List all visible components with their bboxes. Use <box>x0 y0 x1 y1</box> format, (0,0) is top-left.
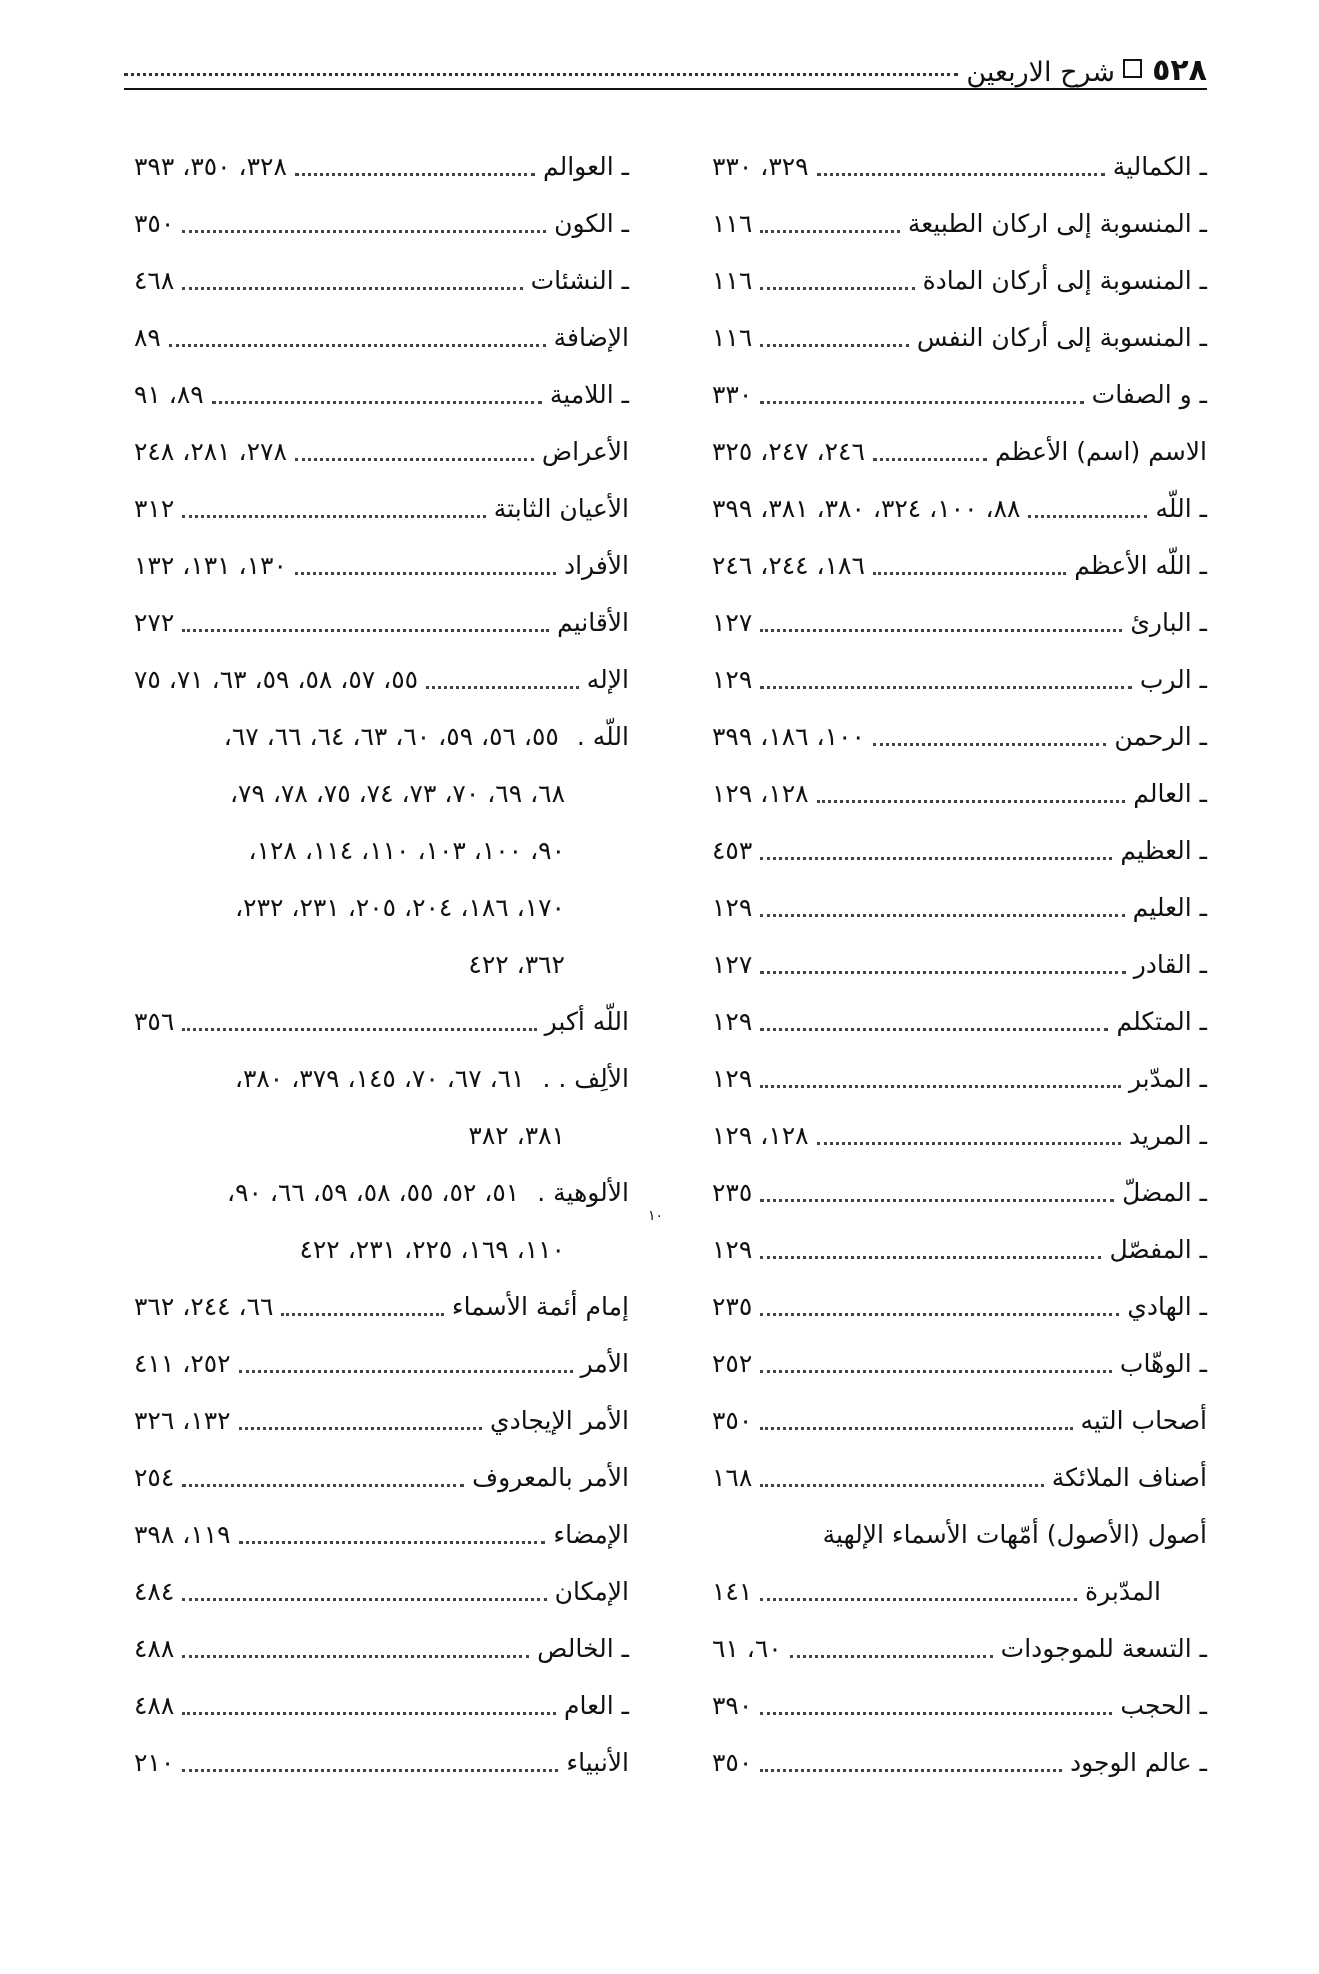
index-page-refs: ٦٨، ٦٩، ٧٠، ٧٣، ٧٤، ٧٥، ٧٨، ٧٩، <box>229 779 565 808</box>
index-term: الألوهية . <box>537 1178 629 1207</box>
page-number: ٥٢٨ <box>1152 53 1207 88</box>
index-term: الإمكان <box>554 1577 629 1606</box>
index-term: ـ المريد <box>1128 1121 1207 1150</box>
index-entry <box>712 1734 1207 1791</box>
index-page-refs: ١٢٨، ١٢٩ <box>712 1121 809 1150</box>
index-page-refs: ٢٥٤ <box>134 1463 175 1492</box>
index-entry <box>712 993 1207 1050</box>
index-entry <box>134 1278 629 1335</box>
index-entry <box>134 309 629 366</box>
index-entry <box>134 537 629 594</box>
index-entry <box>134 651 629 708</box>
dot-leader <box>760 857 1112 860</box>
dot-leader <box>182 230 546 233</box>
index-page-refs: ٣١٢ <box>134 494 175 523</box>
index-page-refs: ١٢٨، ١٢٩ <box>712 779 809 808</box>
index-entry <box>134 480 629 537</box>
index-page-refs: ١٣٢، ٣٢٦ <box>134 1406 231 1435</box>
dot-leader <box>817 1142 1121 1145</box>
index-entry <box>712 480 1207 537</box>
index-entry <box>712 1107 1207 1164</box>
index-page-refs: ٢١٠ <box>134 1748 175 1777</box>
index-entry <box>712 651 1207 708</box>
index-entry <box>712 1449 1207 1506</box>
index-page-refs: ٤٨٤ <box>134 1577 175 1606</box>
index-term: الأعراض <box>541 437 629 466</box>
index-term: الأقانيم <box>557 608 629 637</box>
index-page-refs: ١٢٩ <box>712 665 753 694</box>
running-header <box>124 36 1207 88</box>
index-page-refs: ٥١، ٥٢، ٥٥، ٥٨، ٥٩، ٦٦، ٩٠، <box>227 1178 520 1207</box>
index-term: ـ المضلّ <box>1122 1178 1207 1207</box>
index-page-refs: ٥٥، ٥٦، ٥٩، ٦٠، ٦٣، ٦٤، ٦٦، ٦٧، <box>223 722 559 751</box>
dot-leader <box>760 971 1125 974</box>
index-term: الأفراد <box>563 551 629 580</box>
index-term: ـ التسعة للموجودات <box>1000 1634 1207 1663</box>
index-page-refs: ٨٩ <box>134 323 161 352</box>
index-term: أصحاب التيه <box>1080 1406 1207 1435</box>
index-entry <box>712 1164 1207 1221</box>
dot-leader <box>212 401 542 404</box>
index-page-refs: ٣٢٨، ٣٥٠، ٣٩٣ <box>134 152 287 181</box>
index-term: اللّه أكبر <box>544 1007 629 1036</box>
index-term: الأمر <box>580 1349 629 1378</box>
index-term: الأمر بالمعروف <box>472 1463 629 1492</box>
index-entry <box>134 1392 629 1449</box>
index-term: ـ و الصفات <box>1091 380 1207 409</box>
index-entry <box>134 195 629 252</box>
index-term: أصول (الأصول) أمّهات الأسماء الإلهية <box>822 1520 1207 1549</box>
index-term: ـ الرب <box>1139 665 1207 694</box>
index-term: ـ المنسوبة إلى أركان النفس <box>916 323 1207 352</box>
index-entry <box>134 1506 629 1563</box>
index-entry <box>134 765 629 822</box>
index-page-refs: ٦٠، ٦١ <box>712 1634 782 1663</box>
index-page-refs: ١١٩، ٣٩٨ <box>134 1520 231 1549</box>
index-entry <box>712 1278 1207 1335</box>
index-entry <box>134 936 629 993</box>
index-page-refs: ٥٥، ٥٧، ٥٨، ٥٩، ٦٣، ٧١، ٧٥ <box>134 665 419 694</box>
line-number-marker: ١٠ <box>648 1208 664 1224</box>
index-page-refs: ١١٦ <box>712 323 753 352</box>
index-term: الألِف . . <box>542 1064 629 1093</box>
dot-leader <box>182 515 485 518</box>
index-page-refs: ٣٥٦ <box>134 1007 175 1036</box>
index-term: ـ الخالص <box>537 1634 629 1663</box>
index-term: ـ النشئات <box>530 266 629 295</box>
index-entry <box>712 708 1207 765</box>
index-page-refs: ٢٧٢ <box>134 608 175 637</box>
index-term: ـ المدّبر <box>1128 1064 1207 1093</box>
index-term: ـ اللّه الأعظم <box>1074 551 1207 580</box>
dot-leader <box>760 1712 1112 1715</box>
index-entry <box>134 423 629 480</box>
index-entry <box>712 537 1207 594</box>
index-page-refs: ١٢٧ <box>712 950 753 979</box>
index-term: ـ اللامية <box>549 380 629 409</box>
index-term: ـ المنسوبة إلى اركان الطبيعة <box>907 209 1207 238</box>
index-entry <box>712 879 1207 936</box>
index-term: ـ اللّه <box>1155 494 1207 523</box>
index-entry <box>712 1563 1207 1620</box>
index-entry <box>134 1563 629 1620</box>
index-page-refs: ٢٥٢، ٤١١ <box>134 1349 231 1378</box>
index-entry <box>134 993 629 1050</box>
index-page-refs: ٩٠، ١٠٠، ١٠٣، ١١٠، ١١٤، ١٢٨، <box>248 836 565 865</box>
dot-leader <box>760 230 900 233</box>
index-entry <box>712 1677 1207 1734</box>
index-term: ـ العالم <box>1133 779 1207 808</box>
index-entry <box>712 1335 1207 1392</box>
index-entry <box>712 1050 1207 1107</box>
index-entry <box>134 1050 629 1107</box>
dot-leader <box>817 173 1105 176</box>
index-page-refs: ١١٦ <box>712 209 753 238</box>
index-page-refs: ٢٥٢ <box>712 1349 753 1378</box>
header-dot-leader <box>124 73 958 76</box>
index-page-refs: ١٢٩ <box>712 1007 753 1036</box>
index-page-refs: ١٢٩ <box>712 1235 753 1264</box>
index-page-refs: ١٢٧ <box>712 608 753 637</box>
dot-leader <box>182 1028 536 1031</box>
index-entry <box>712 1506 1207 1563</box>
dot-leader <box>182 1655 529 1658</box>
dot-leader <box>281 1313 443 1316</box>
dot-leader <box>426 686 579 689</box>
index-entry <box>134 822 629 879</box>
dot-leader <box>760 914 1124 917</box>
index-page-refs: ٣٩٠ <box>712 1691 753 1720</box>
dot-leader <box>239 1370 573 1373</box>
index-page-refs: ٣٥٠ <box>134 209 175 238</box>
index-column-left <box>134 138 629 1791</box>
index-term: ـ الكون <box>554 209 629 238</box>
dot-leader <box>182 629 549 632</box>
index-term: الإضافة <box>553 323 629 352</box>
index-entry <box>134 1677 629 1734</box>
dot-leader <box>760 344 909 347</box>
index-entry <box>134 594 629 651</box>
index-page-refs: ٣٦٢، ٤٢٢ <box>468 950 565 979</box>
index-term: ـ المنسوبة إلى أركان المادة <box>922 266 1207 295</box>
index-term: ـ القادر <box>1133 950 1207 979</box>
index-term: ـ المتكلم <box>1116 1007 1207 1036</box>
index-entry <box>134 1221 629 1278</box>
header-rule <box>124 88 1207 90</box>
index-column-right <box>712 138 1207 1791</box>
index-entry <box>712 309 1207 366</box>
index-page-refs: ٨٨، ١٠٠، ٣٢٤، ٣٨٠، ٣٨١، ٣٩٩ <box>712 494 1021 523</box>
index-entry <box>134 708 629 765</box>
dot-leader <box>182 1484 464 1487</box>
index-page-refs: ١٢٩ <box>712 893 753 922</box>
index-page-refs: ٢٣٥ <box>712 1178 753 1207</box>
index-entry <box>134 138 629 195</box>
index-page-refs: ٣٢٩، ٣٣٠ <box>712 152 809 181</box>
index-page-refs: ١٦٨ <box>712 1463 753 1492</box>
index-entry <box>134 1335 629 1392</box>
index-entry <box>712 1392 1207 1449</box>
index-term: ـ البارئ <box>1130 608 1207 637</box>
dot-leader <box>182 287 522 290</box>
index-entry <box>712 423 1207 480</box>
dot-leader <box>760 629 1122 632</box>
index-entry <box>712 195 1207 252</box>
index-page-refs: ١١٦ <box>712 266 753 295</box>
index-page-refs: ١٢٩ <box>712 1064 753 1093</box>
index-entry <box>134 1734 629 1791</box>
dot-leader <box>182 1598 546 1601</box>
index-entry <box>712 1620 1207 1677</box>
dot-leader <box>760 1313 1119 1316</box>
dot-leader <box>790 1655 993 1658</box>
dot-leader <box>873 743 1107 746</box>
index-page-refs: ١٧٠، ١٨٦، ٢٠٤، ٢٠٥، ٢٣١، ٢٣٢، <box>235 893 565 922</box>
index-entry <box>134 252 629 309</box>
book-title: شرح الاربعين <box>966 57 1116 88</box>
index-term: ـ الوهّاب <box>1119 1349 1207 1378</box>
header-square-icon <box>1123 59 1142 78</box>
index-term: ـ الكمالية <box>1112 152 1207 181</box>
index-page-refs: ٤٨٨ <box>134 1691 175 1720</box>
index-term: الأعيان الثابتة <box>493 494 629 523</box>
index-page-refs: ٦٦، ٢٤٤، ٣٦٢ <box>134 1292 274 1321</box>
index-term: الاسم (اسم) الأعظم <box>995 437 1207 466</box>
dot-leader <box>760 401 1083 404</box>
dot-leader <box>760 1484 1043 1487</box>
dot-leader <box>873 572 1066 575</box>
index-entry <box>712 765 1207 822</box>
index-term: ـ العظيم <box>1120 836 1207 865</box>
index-page-refs: ٢٣٥ <box>712 1292 753 1321</box>
index-entry <box>134 366 629 423</box>
index-term: ـ الحجب <box>1120 1691 1207 1720</box>
index-term: ـ المفصّل <box>1109 1235 1207 1264</box>
dot-leader <box>760 1085 1121 1088</box>
dot-leader <box>295 173 535 176</box>
index-term: المدّبرة <box>1085 1577 1161 1606</box>
index-entry <box>712 594 1207 651</box>
index-term: الأنبياء <box>566 1748 629 1777</box>
index-term: الأمر الإيجادي <box>490 1406 629 1435</box>
index-page-refs: ٢٤٦، ٢٤٧، ٣٢٥ <box>712 437 865 466</box>
index-page-refs: ٤٥٣ <box>712 836 753 865</box>
dot-leader <box>182 1712 556 1715</box>
index-page-refs: ٣٣٠ <box>712 380 753 409</box>
dot-leader <box>760 287 914 290</box>
index-term: ـ العليم <box>1132 893 1207 922</box>
dot-leader <box>760 1598 1077 1601</box>
index-entry <box>712 138 1207 195</box>
dot-leader <box>760 1427 1072 1430</box>
index-page-refs: ٨٩، ٩١ <box>134 380 204 409</box>
index-entry <box>712 822 1207 879</box>
index-page-refs: ٢٧٨، ٢٨١، ٢٤٨ <box>134 437 287 466</box>
dot-leader <box>873 458 987 461</box>
dot-leader <box>760 1199 1114 1202</box>
index-entry <box>712 252 1207 309</box>
index-entry <box>712 936 1207 993</box>
index-entry <box>134 1164 629 1221</box>
index-term: ـ العام <box>564 1691 629 1720</box>
index-page-refs: ١٣٠، ١٣١، ١٣٢ <box>134 551 287 580</box>
dot-leader <box>760 686 1132 689</box>
index-page-refs: ٦١، ٦٧، ٧٠، ١٤٥، ٣٧٩، ٣٨٠، <box>234 1064 525 1093</box>
index-entry <box>712 366 1207 423</box>
dot-leader <box>1028 515 1147 518</box>
dot-leader <box>239 1541 546 1544</box>
index-term: ـ الرحمن <box>1114 722 1207 751</box>
index-term: ـ العوالم <box>542 152 629 181</box>
dot-leader <box>760 1370 1112 1373</box>
dot-leader <box>182 1769 558 1772</box>
index-term: إمام أئمة الأسماء <box>451 1292 629 1321</box>
index-page-refs: ٣٨١، ٣٨٢ <box>468 1121 565 1150</box>
dot-leader <box>817 800 1126 803</box>
dot-leader <box>760 1256 1101 1259</box>
index-term: اللّه . <box>576 722 629 751</box>
index-page-refs: ١١٠، ١٦٩، ٢٢٥، ٢٣١، ٤٢٢ <box>299 1235 565 1264</box>
index-entry <box>712 1221 1207 1278</box>
dot-leader <box>760 1028 1108 1031</box>
dot-leader <box>239 1427 482 1430</box>
dot-leader <box>295 572 556 575</box>
dot-leader <box>295 458 534 461</box>
index-term: أصناف الملائكة <box>1051 1463 1207 1492</box>
index-page-refs: ١٠٠، ١٨٦، ٣٩٩ <box>712 722 865 751</box>
index-term: الإمضاء <box>553 1520 629 1549</box>
index-entry <box>134 1620 629 1677</box>
index-page-refs: ٤٨٨ <box>134 1634 175 1663</box>
index-term: الإله <box>586 665 629 694</box>
index-page-refs: ٤٦٨ <box>134 266 175 295</box>
index-entry <box>134 1449 629 1506</box>
index-page-refs: ١٨٦، ٢٤٤، ٢٤٦ <box>712 551 865 580</box>
dot-leader <box>760 1769 1062 1772</box>
index-term: ـ الهادي <box>1127 1292 1207 1321</box>
index-page-refs: ٣٥٠ <box>712 1406 753 1435</box>
index-page-refs: ١٤١ <box>712 1577 753 1606</box>
index-term: ـ عالم الوجود <box>1070 1748 1207 1777</box>
index-entry <box>134 1107 629 1164</box>
dot-leader <box>169 344 546 347</box>
index-entry <box>134 879 629 936</box>
index-page-refs: ٣٥٠ <box>712 1748 753 1777</box>
